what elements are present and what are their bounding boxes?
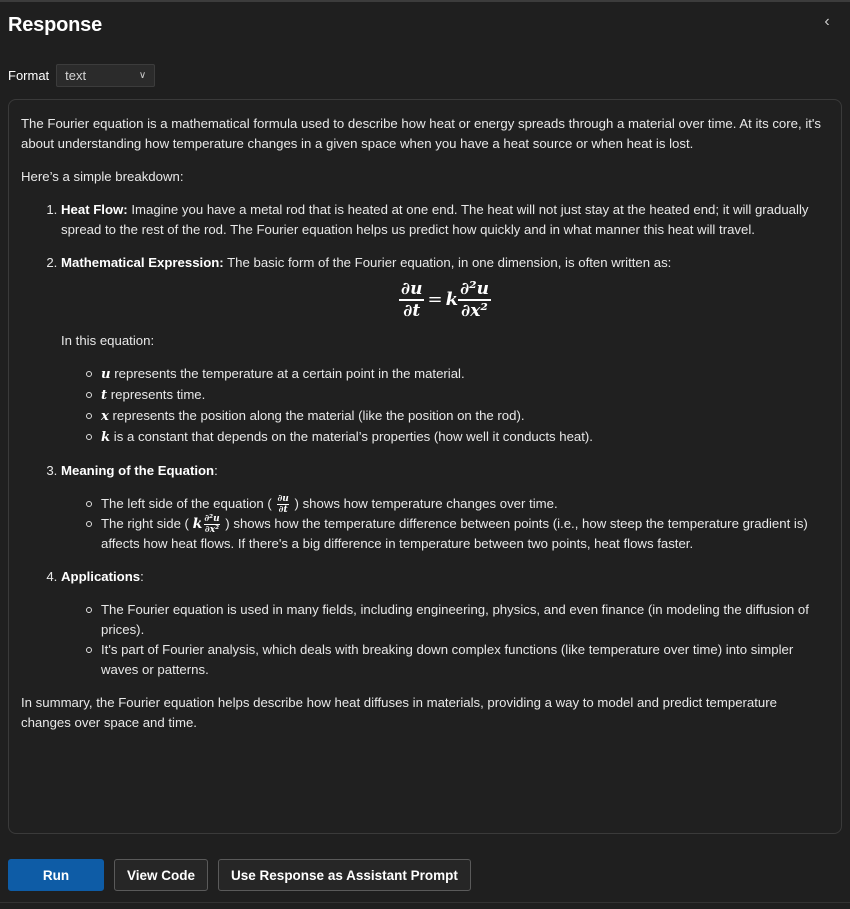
action-bar [8,859,471,891]
lhs-numerator: ∂u [401,279,423,299]
breakdown-list [21,200,829,680]
breakdown-lead: Here’s a simple breakdown: [21,169,184,184]
item-heading: Heat Flow: [61,202,128,217]
format-selected-value: text [65,68,87,83]
text-segment: The left side of the equation ( [101,495,276,511]
math-symbol: k [101,429,111,445]
item-heading: Mathematical Expression: [61,255,224,270]
variable-description: represents the temperature at a certain point in the material. [110,365,465,381]
heading-suffix: : [140,568,144,584]
meaning-item [101,494,829,514]
math-symbol: u [101,366,111,382]
inline-denominator: ∂t [278,504,288,515]
run-button[interactable]: Run [8,859,104,891]
view-code-button[interactable]: View Code [114,859,208,891]
list-item-applications [61,567,829,680]
intro-paragraph: The Fourier equation is a mathematical formula used to describe how heat or energy spreads through a material over time. At its core, it's about understanding how temperature changes in a given space when you have a heat source or when heat is lost. [21,116,822,151]
text-segment: ) shows how the temperature difference between points (i.e., how steep the temperature gradient is) affects how heat flows. If there's a big difference in temperature between two points, heat flows faster. [101,515,808,551]
variable-description: represents time. [107,386,206,402]
format-select[interactable] [56,64,155,87]
panel-title: Response [8,14,102,36]
variable-item [101,385,829,406]
bottom-divider [0,902,850,903]
equation-sub-lead: In this equation: [61,332,155,348]
chevron-down-icon: ∨ [138,70,147,81]
top-divider [0,0,850,2]
variable-list [61,364,829,448]
variable-item [101,364,829,385]
application-item: It's part of Fourier analysis, which deals with breaking down complex functions (like temperature over time) into simpler waves or patterns. [101,640,829,680]
response-output [8,99,842,834]
list-item-meaning [61,461,829,554]
list-item-mathematical-expression [61,253,829,448]
inline-fraction [204,514,219,535]
format-label: Format [8,68,50,83]
text-segment: The right side ( [101,515,193,531]
application-item: The Fourier equation is used in many fields, including engineering, physics, and even finance (in modeling the diffusion of prices). [101,600,829,640]
variable-item [101,406,829,427]
item-text: The basic form of the Fourier equation, in one dimension, is often written as: [223,255,672,270]
variable-description: is a constant that depends on the material’s properties (how well it conducts heat). [110,428,593,444]
meaning-item [101,514,829,554]
variable-item [101,427,829,448]
lhs-fraction [399,279,424,321]
rhs-numerator: ∂²u [460,279,489,299]
inline-fraction [277,494,288,515]
inline-denominator: ∂x² [204,524,220,535]
inline-numerator: ∂u [277,493,289,504]
meaning-list [61,494,829,554]
coefficient-k: k [445,288,459,310]
variable-description: represents the position along the material (like the position on the rod). [108,407,525,423]
math-symbol: x [101,408,109,424]
rhs-denominator: ∂x² [461,300,488,321]
use-response-as-assistant-prompt-button[interactable]: Use Response as Assistant Prompt [218,859,471,891]
item-heading: Meaning of the Equation [61,462,215,478]
heading-suffix: : [214,462,218,478]
fourier-equation [61,279,829,321]
math-symbol: t [101,387,108,403]
equals-sign: = [427,288,443,310]
summary-paragraph: In summary, the Fourier equation helps describe how heat diffuses in materials, providing a way to model and predict temperature changes over space and time. [21,694,777,730]
lhs-denominator: ∂t [403,300,421,321]
coefficient-k: k [192,515,203,532]
item-heading: Applications [61,568,141,584]
text-segment: ) shows how temperature changes over time. [290,495,558,511]
list-item-heat-flow [61,200,829,240]
chevron-left-icon[interactable]: ‹ [824,13,830,30]
format-row [8,63,155,88]
item-text: Imagine you have a metal rod that is heated at one end. The heat will not just stay at the heated end; it will gradually spread to the rest of the rod. The Fourier equation helps us predict how quickly and in what manner this heat will travel. [61,202,809,237]
inline-numerator: ∂²u [204,513,220,524]
rhs-fraction [458,279,491,321]
applications-list [61,600,829,680]
